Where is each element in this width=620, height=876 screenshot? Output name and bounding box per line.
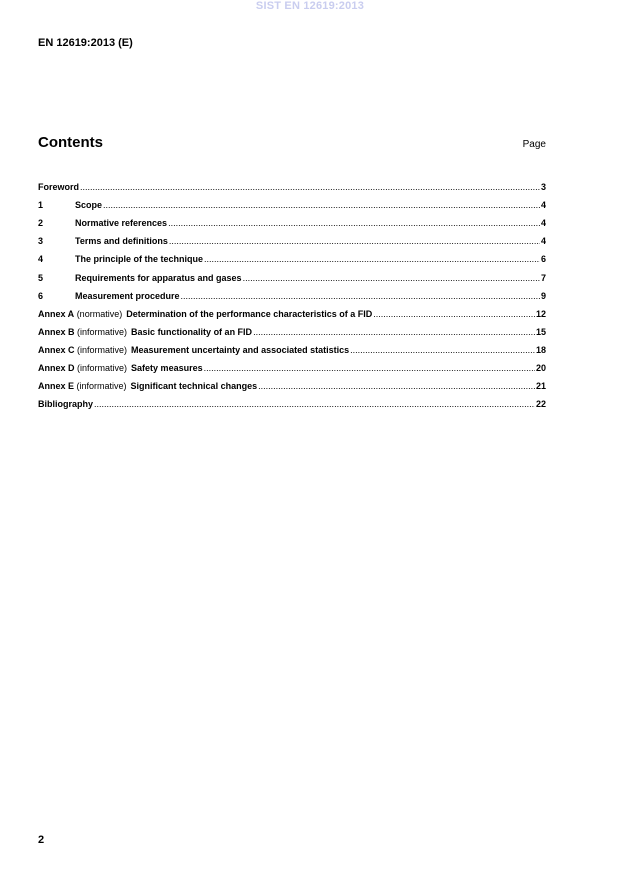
toc-entry-clause[interactable] (38, 246, 546, 264)
toc-entry-title: Significant technical changes (130, 381, 258, 392)
dot-leader (103, 200, 540, 210)
annex-heading (38, 327, 131, 337)
toc-entry-title: Basic functionality of an FID (131, 326, 253, 337)
toc-entry-title: Normative references (75, 218, 168, 229)
toc-entry-page: 4 (540, 200, 546, 211)
annex-heading (38, 381, 131, 391)
dot-leader (168, 218, 540, 228)
toc-entry-annex[interactable] (38, 355, 546, 373)
toc-entry-clause[interactable] (38, 283, 546, 301)
clause-number: 4 (38, 254, 44, 265)
watermark: SIST EN 12619:2013 (255, 0, 365, 12)
dot-leader (80, 182, 540, 192)
annex-type: (informative) (77, 344, 128, 355)
table-of-contents (38, 174, 546, 409)
clause-number: 1 (38, 200, 44, 211)
clause-number: 3 (38, 236, 44, 247)
dot-leader (258, 381, 535, 391)
toc-entry-page: 3 (540, 182, 546, 193)
annex-type: (normative) (76, 308, 123, 319)
dot-leader (181, 291, 540, 301)
clause-number: 6 (38, 290, 44, 301)
page-number: 2 (38, 834, 45, 846)
toc-entry-page: 22 (535, 399, 546, 410)
toc-entry-page: 15 (535, 326, 546, 337)
toc-entry-title: Scope (75, 200, 103, 211)
annex-heading (38, 309, 126, 319)
toc-entry-title: Measurement procedure (75, 290, 180, 301)
toc-entry-page: 21 (535, 381, 546, 392)
toc-entry-bibliography[interactable] (38, 391, 546, 409)
toc-entry-annex[interactable] (38, 319, 546, 337)
dot-leader (373, 309, 535, 319)
annex-type: (informative) (77, 326, 128, 337)
page-column-label: Page (522, 139, 546, 150)
toc-entry-clause[interactable] (38, 192, 546, 210)
annex-label: Annex A (38, 308, 75, 319)
annex-heading (38, 345, 131, 355)
toc-entry-annex[interactable] (38, 373, 546, 391)
toc-entry-page: 4 (540, 236, 546, 247)
toc-entry-title: Determination of the performance characteristics of a FID (126, 308, 373, 319)
toc-entry-page: 18 (535, 344, 546, 355)
toc-entry-page: 6 (540, 254, 546, 265)
toc-entry-title: Foreword (38, 182, 80, 193)
annex-label: Annex C (38, 344, 75, 355)
annex-label: Annex B (38, 326, 75, 337)
dot-leader (350, 345, 535, 355)
annex-label: Annex D (38, 363, 75, 374)
annex-heading (38, 363, 131, 373)
toc-entry-annex[interactable] (38, 301, 546, 319)
dot-leader (204, 254, 540, 264)
dot-leader (94, 399, 535, 409)
toc-entry-page: 12 (535, 308, 546, 319)
toc-entry-title: Requirements for apparatus and gases (75, 272, 242, 283)
annex-type: (informative) (77, 363, 128, 374)
toc-entry-title: Bibliography (38, 399, 94, 410)
toc-entry-clause[interactable] (38, 264, 546, 282)
toc-entry-title: Measurement uncertainty and associated statistics (131, 344, 350, 355)
toc-entry-page: 20 (535, 363, 546, 374)
annex-type: (informative) (76, 381, 127, 392)
toc-entry-clause[interactable] (38, 210, 546, 228)
toc-entry-page: 4 (540, 218, 546, 229)
toc-entry-title: The principle of the technique (75, 254, 204, 265)
toc-entry-page: 9 (540, 290, 546, 301)
clause-number: 2 (38, 218, 44, 229)
toc-entry-annex[interactable] (38, 337, 546, 355)
dot-leader (169, 236, 540, 246)
contents-title: Contents (38, 134, 103, 151)
toc-entry-clause[interactable] (38, 228, 546, 246)
dot-leader (253, 327, 535, 337)
toc-entry-page: 7 (540, 272, 546, 283)
toc-entry-title: Safety measures (131, 363, 203, 374)
document-id: EN 12619:2013 (E) (38, 37, 133, 49)
dot-leader (243, 273, 540, 283)
toc-entry-title: Terms and definitions (75, 236, 168, 247)
dot-leader (204, 363, 535, 373)
annex-label: Annex E (38, 381, 75, 392)
toc-entry-foreword[interactable] (38, 174, 546, 192)
clause-number: 5 (38, 272, 44, 283)
